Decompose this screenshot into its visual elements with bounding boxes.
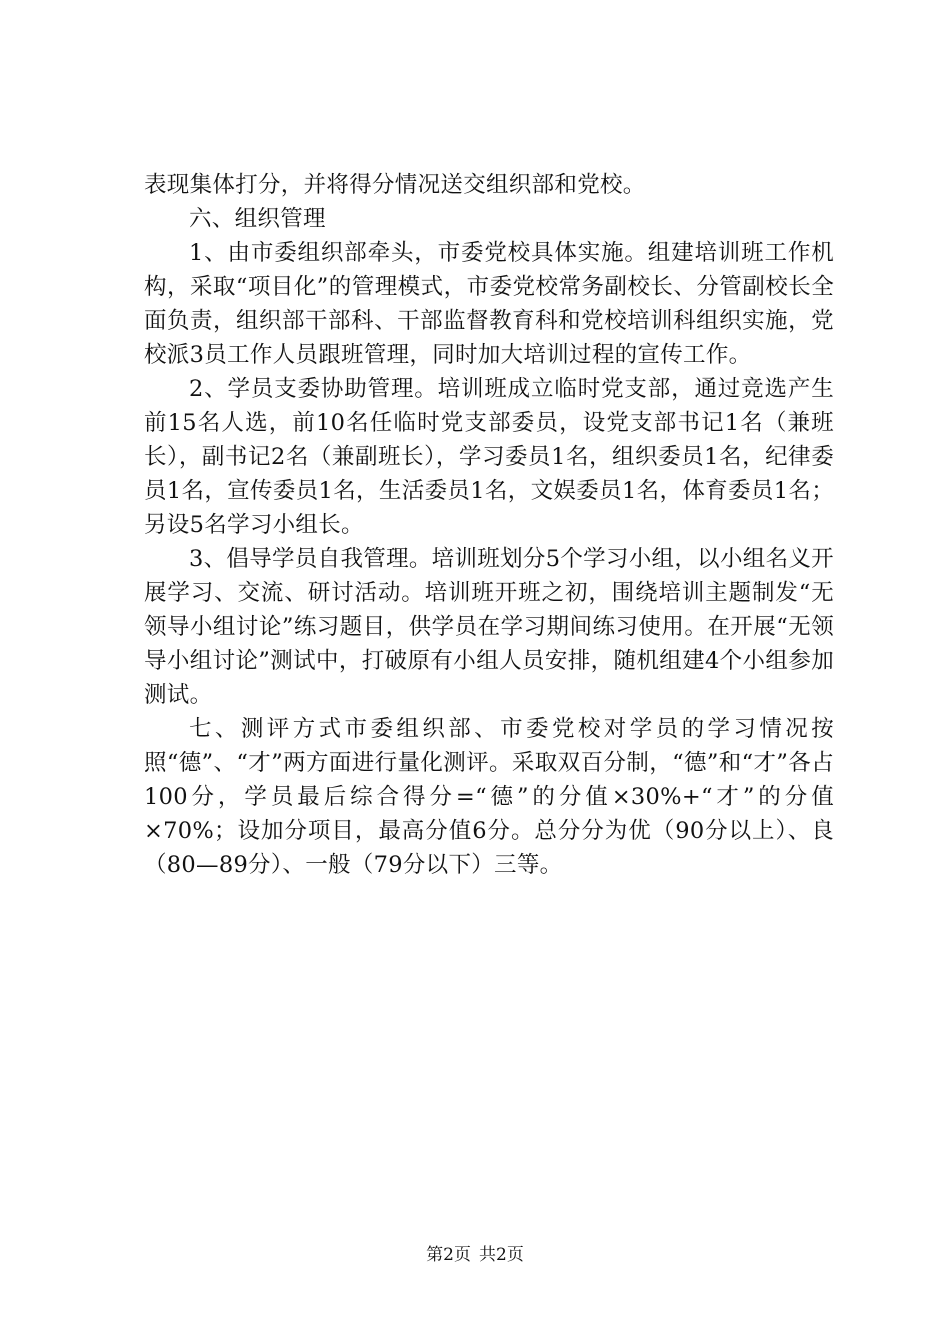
document-body <box>144 168 834 882</box>
paragraph-item-1: 1、由市委组织部牵头，市委党校具体实施。组建培训班工作机构，采取“项目化”的管理模式，市委党校常务副校长、分管副校长全面负责，组织部干部科、干部监督教育科和党校培训科组织实施，党校派3员工作人员跟班管理，同时加大培训过程的宣传工作。 <box>144 240 834 368</box>
paragraph-section-evaluation: 七、测评方式市委组织部、市委党校对学员的学习情况按照“德”、“才”两方面进行量化测评。采取双百分制，“德”和“才”各占100分，学员最后综合得分=“德”的分值×30%+“才”的分值×70%；设加分项目，最高分值6分。总分分为优（90分以上）、良（80—89分）、一般（79分以下）三等。 <box>144 716 834 878</box>
page-total: 共2页 <box>479 1245 524 1265</box>
paragraph-item-3: 3、倡导学员自我管理。培训班划分5个学习小组，以小组名义开展学习、交流、研讨活动。培训班开班之初，围绕培训主题制发“无领导小组讨论”练习题目，供学员在学习期间练习使用。在开展“无领导小组讨论”测试中，打破原有小组人员安排，随机组建4个小组参加测试。 <box>144 546 834 708</box>
page-number: 第2页 <box>426 1245 471 1265</box>
page-footer <box>0 1244 950 1266</box>
section-heading-organization-management: 六、组织管理 <box>189 206 326 232</box>
paragraph-continuation: 表现集体打分，并将得分情况送交组织部和党校。 <box>144 172 646 198</box>
paragraph-item-2: 2、学员支委协助管理。培训班成立临时党支部，通过竞选产生前15名人选，前10名任临时党支部委员，设党支部书记1名（兼班长），副书记2名（兼副班长），学习委员1名，组织委员1名，纪律委员1名，宣传委员1名，生活委员1名，文娱委员1名，体育委员1名；另设5名学习小组长。 <box>144 376 834 538</box>
